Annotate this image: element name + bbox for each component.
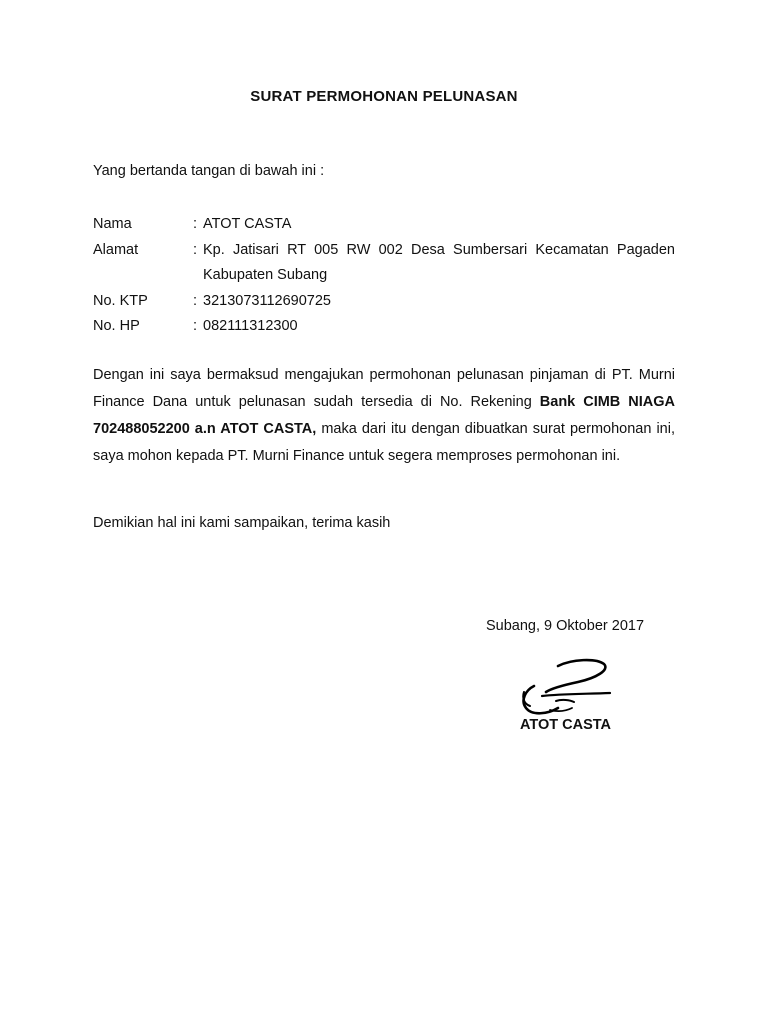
body-paragraph [93,362,675,470]
body-text-part2: maka dari itu dengan dibuatkan surat permohonan ini, saya mohon kepada PT. Murni Finance untuk segera memproses permohonan ini. [93,421,675,464]
field-value-hp: 082111312300 [203,318,298,334]
field-row-alamat [93,238,675,264]
identity-fields [93,212,675,340]
letter-title: SURAT PERMOHONAN PELUNASAN [250,88,518,105]
signer-name: ATOT CASTA [520,717,612,733]
place-date: Subang, 9 Oktober 2017 [486,618,645,634]
field-colon: : [193,292,198,309]
field-colon: : [193,241,198,258]
handwritten-signature [512,656,622,726]
field-label: No. HP [93,318,140,334]
intro-text: Yang bertanda tangan di bawah ini : [93,163,325,179]
field-value-alamat-continuation: Kabupaten Subang [203,267,328,283]
field-row-nama [93,212,675,238]
field-value-nama: ATOT CASTA [203,216,292,232]
field-label: Nama [93,216,132,232]
bank-account-text: Bank CIMB NIAGA 702488052200 a.n ATOT CASTA, [93,394,675,437]
field-label: No. KTP [93,292,148,309]
field-value-alamat: Kp. Jatisari RT 005 RW 002 Desa Sumbersari Kecamatan Pagaden [203,241,675,258]
field-colon: : [193,216,198,232]
body-text-part1: Dengan ini saya bermaksud mengajukan permohonan pelunasan pinjaman di PT. Murni Finance Dana untuk pelunasan sudah tersedia di No. Rekening [93,367,675,410]
field-label: Alamat [93,241,139,258]
field-value-ktp: 3213073112690725 [203,292,331,309]
closing-text: Demikian hal ini kami sampaikan, terima kasih [93,515,391,531]
field-colon: : [193,318,198,334]
field-row-hp [93,314,675,340]
field-row-ktp [93,289,675,315]
